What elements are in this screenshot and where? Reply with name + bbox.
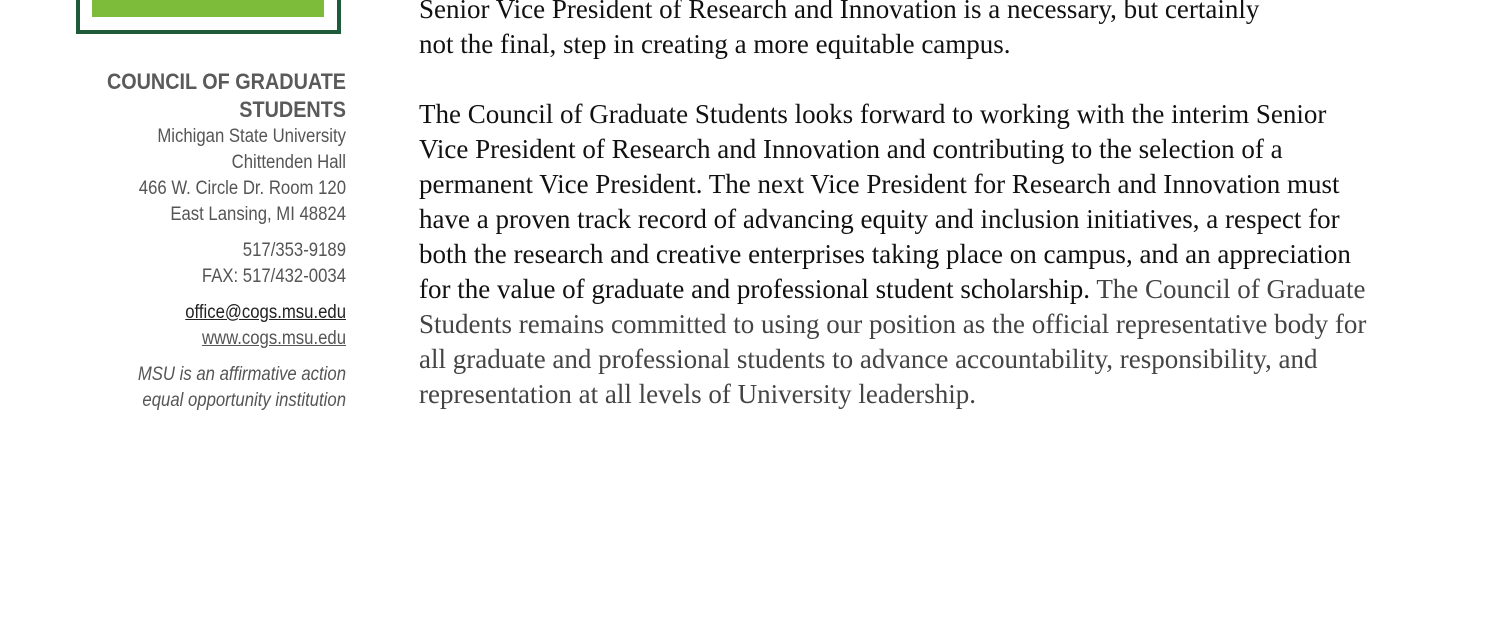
paragraph-2-closing: The Council of Graduate Students remains committed to using our position as the official representative body for all graduate and professional students to advance accountability, responsibility, and representation at all levels of University leadership. bbox=[419, 274, 1367, 409]
letter-body bbox=[419, 0, 1379, 412]
org-name-line2: STUDENTS bbox=[239, 97, 346, 122]
paragraph-1-line2: not the final, step in creating a more equitable campus. bbox=[419, 29, 1011, 59]
building-name: Chittenden Hall bbox=[231, 152, 346, 173]
university-name: Michigan State University bbox=[157, 126, 346, 147]
paragraph-2 bbox=[419, 97, 1379, 412]
disclaimer-line2: equal opportunity institution bbox=[142, 390, 346, 411]
city-state-zip: East Lansing, MI 48824 bbox=[170, 204, 346, 225]
website-link[interactable]: www.cogs.msu.edu bbox=[201, 328, 346, 349]
email-link[interactable]: office@cogs.msu.edu bbox=[185, 302, 346, 323]
phone-number: 517/353-9189 bbox=[242, 240, 346, 261]
street-address: 466 W. Circle Dr. Room 120 bbox=[138, 178, 346, 199]
disclaimer-line1: MSU is an affirmative action bbox=[137, 364, 346, 385]
cogs-logo-banner bbox=[92, 0, 324, 17]
letterhead-sidebar bbox=[60, 68, 346, 414]
paragraph-1 bbox=[419, 0, 1379, 62]
paragraph-1-line1: Senior Vice President of Research and Innovation is a necessary, but certainly bbox=[419, 0, 1260, 24]
paragraph-2-main: The Council of Graduate Students looks forward to working with the interim Senior Vice President of Research and Innovation and contributing to the selection of a permanent Vice President. The next Vice President for Research and Innovation must have a proven track record of advancing equity and inclusion initiatives, a respect for both the research and creative enterprises taking place on campus, and an appreciation for the value of graduate and professional student scholarship. bbox=[419, 99, 1351, 304]
fax-number: FAX: 517/432-0034 bbox=[201, 266, 346, 287]
org-name-line1: COUNCIL OF GRADUATE bbox=[106, 69, 347, 94]
